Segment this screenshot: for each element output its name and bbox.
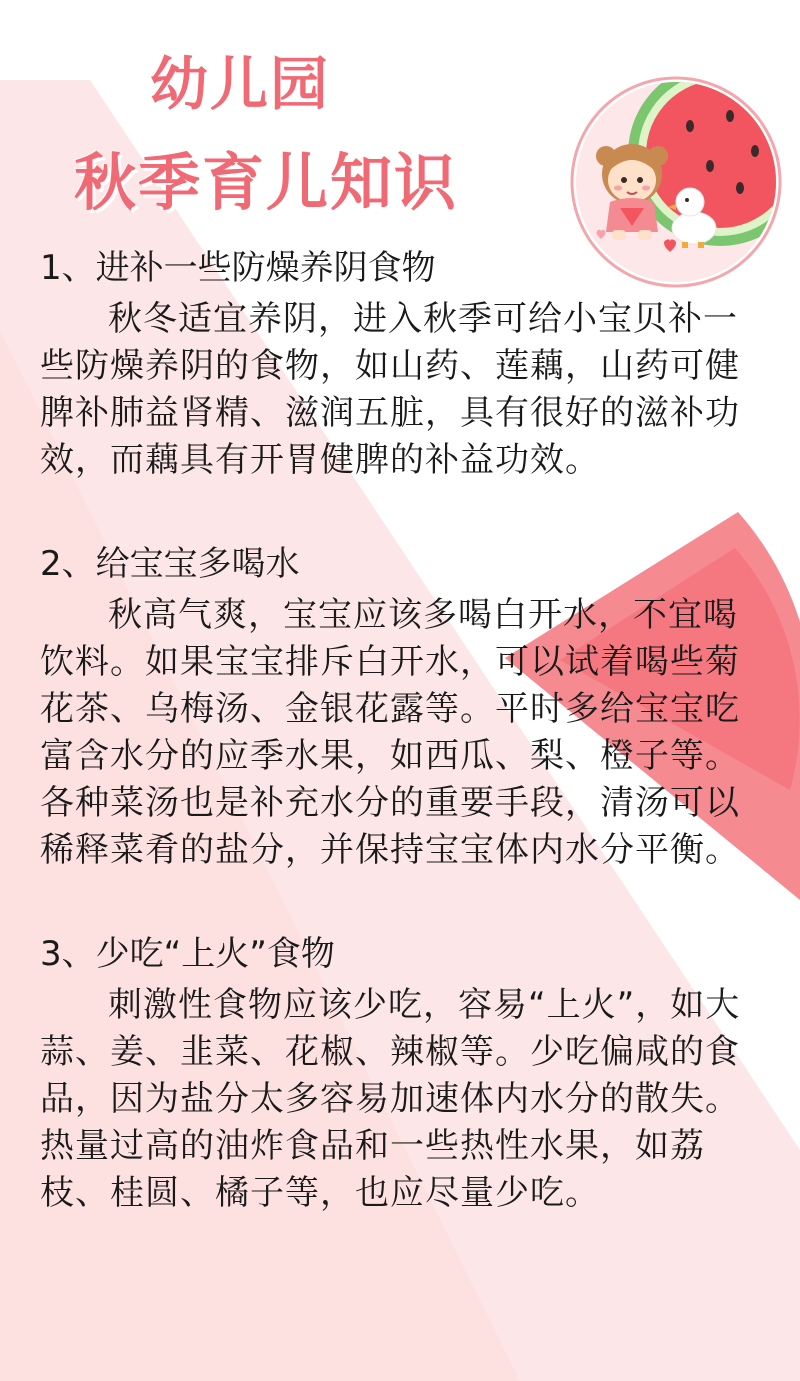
- tip-section-1: [40, 244, 770, 484]
- page-title-line-1: 幼儿园: [150, 50, 331, 118]
- page-title-line-2: 秋季育儿知识: [74, 146, 459, 219]
- section-body: 刺激性食物应该少吃，容易“上火”，如大蒜、姜、韭菜、花椒、辣椒等。少吃偏咸的食品，因为盐分太多容易加速体内水分的散失。热量过高的油炸食品和一些热性水果，如荔枝、桂圆、橘子等，也应尽量少吃。: [40, 985, 741, 1213]
- article-content: [40, 244, 770, 1217]
- section-heading: 1、进补一些防燥养阴食物: [40, 248, 436, 288]
- section-body: 秋高气爽，宝宝应该多喝白开水，不宜喝饮料。如果宝宝排斥白开水，可以试着喝些菊花茶、乌梅汤、金银花露等。平时多给宝宝吃富含水分的应季水果，如西瓜、梨、橙子等。各种菜汤也是补充水分的重要手段，清汤可以稀释菜肴的盐分，并保持宝宝体内水分平衡。: [40, 595, 740, 870]
- section-body: 秋冬适宜养阴，进入秋季可给小宝贝补一些防燥养阴的食物，如山药、莲藕，山药可健脾补肺益肾精、滋润五脏，具有很好的滋补功效，而藕具有开胃健脾的补益功效。: [40, 299, 740, 480]
- section-heading: 3、少吃“上火”食物: [40, 934, 335, 974]
- tip-section-3: [40, 930, 770, 1217]
- section-heading: 2、给宝宝多喝水: [40, 544, 300, 584]
- tip-section-2: [40, 540, 770, 874]
